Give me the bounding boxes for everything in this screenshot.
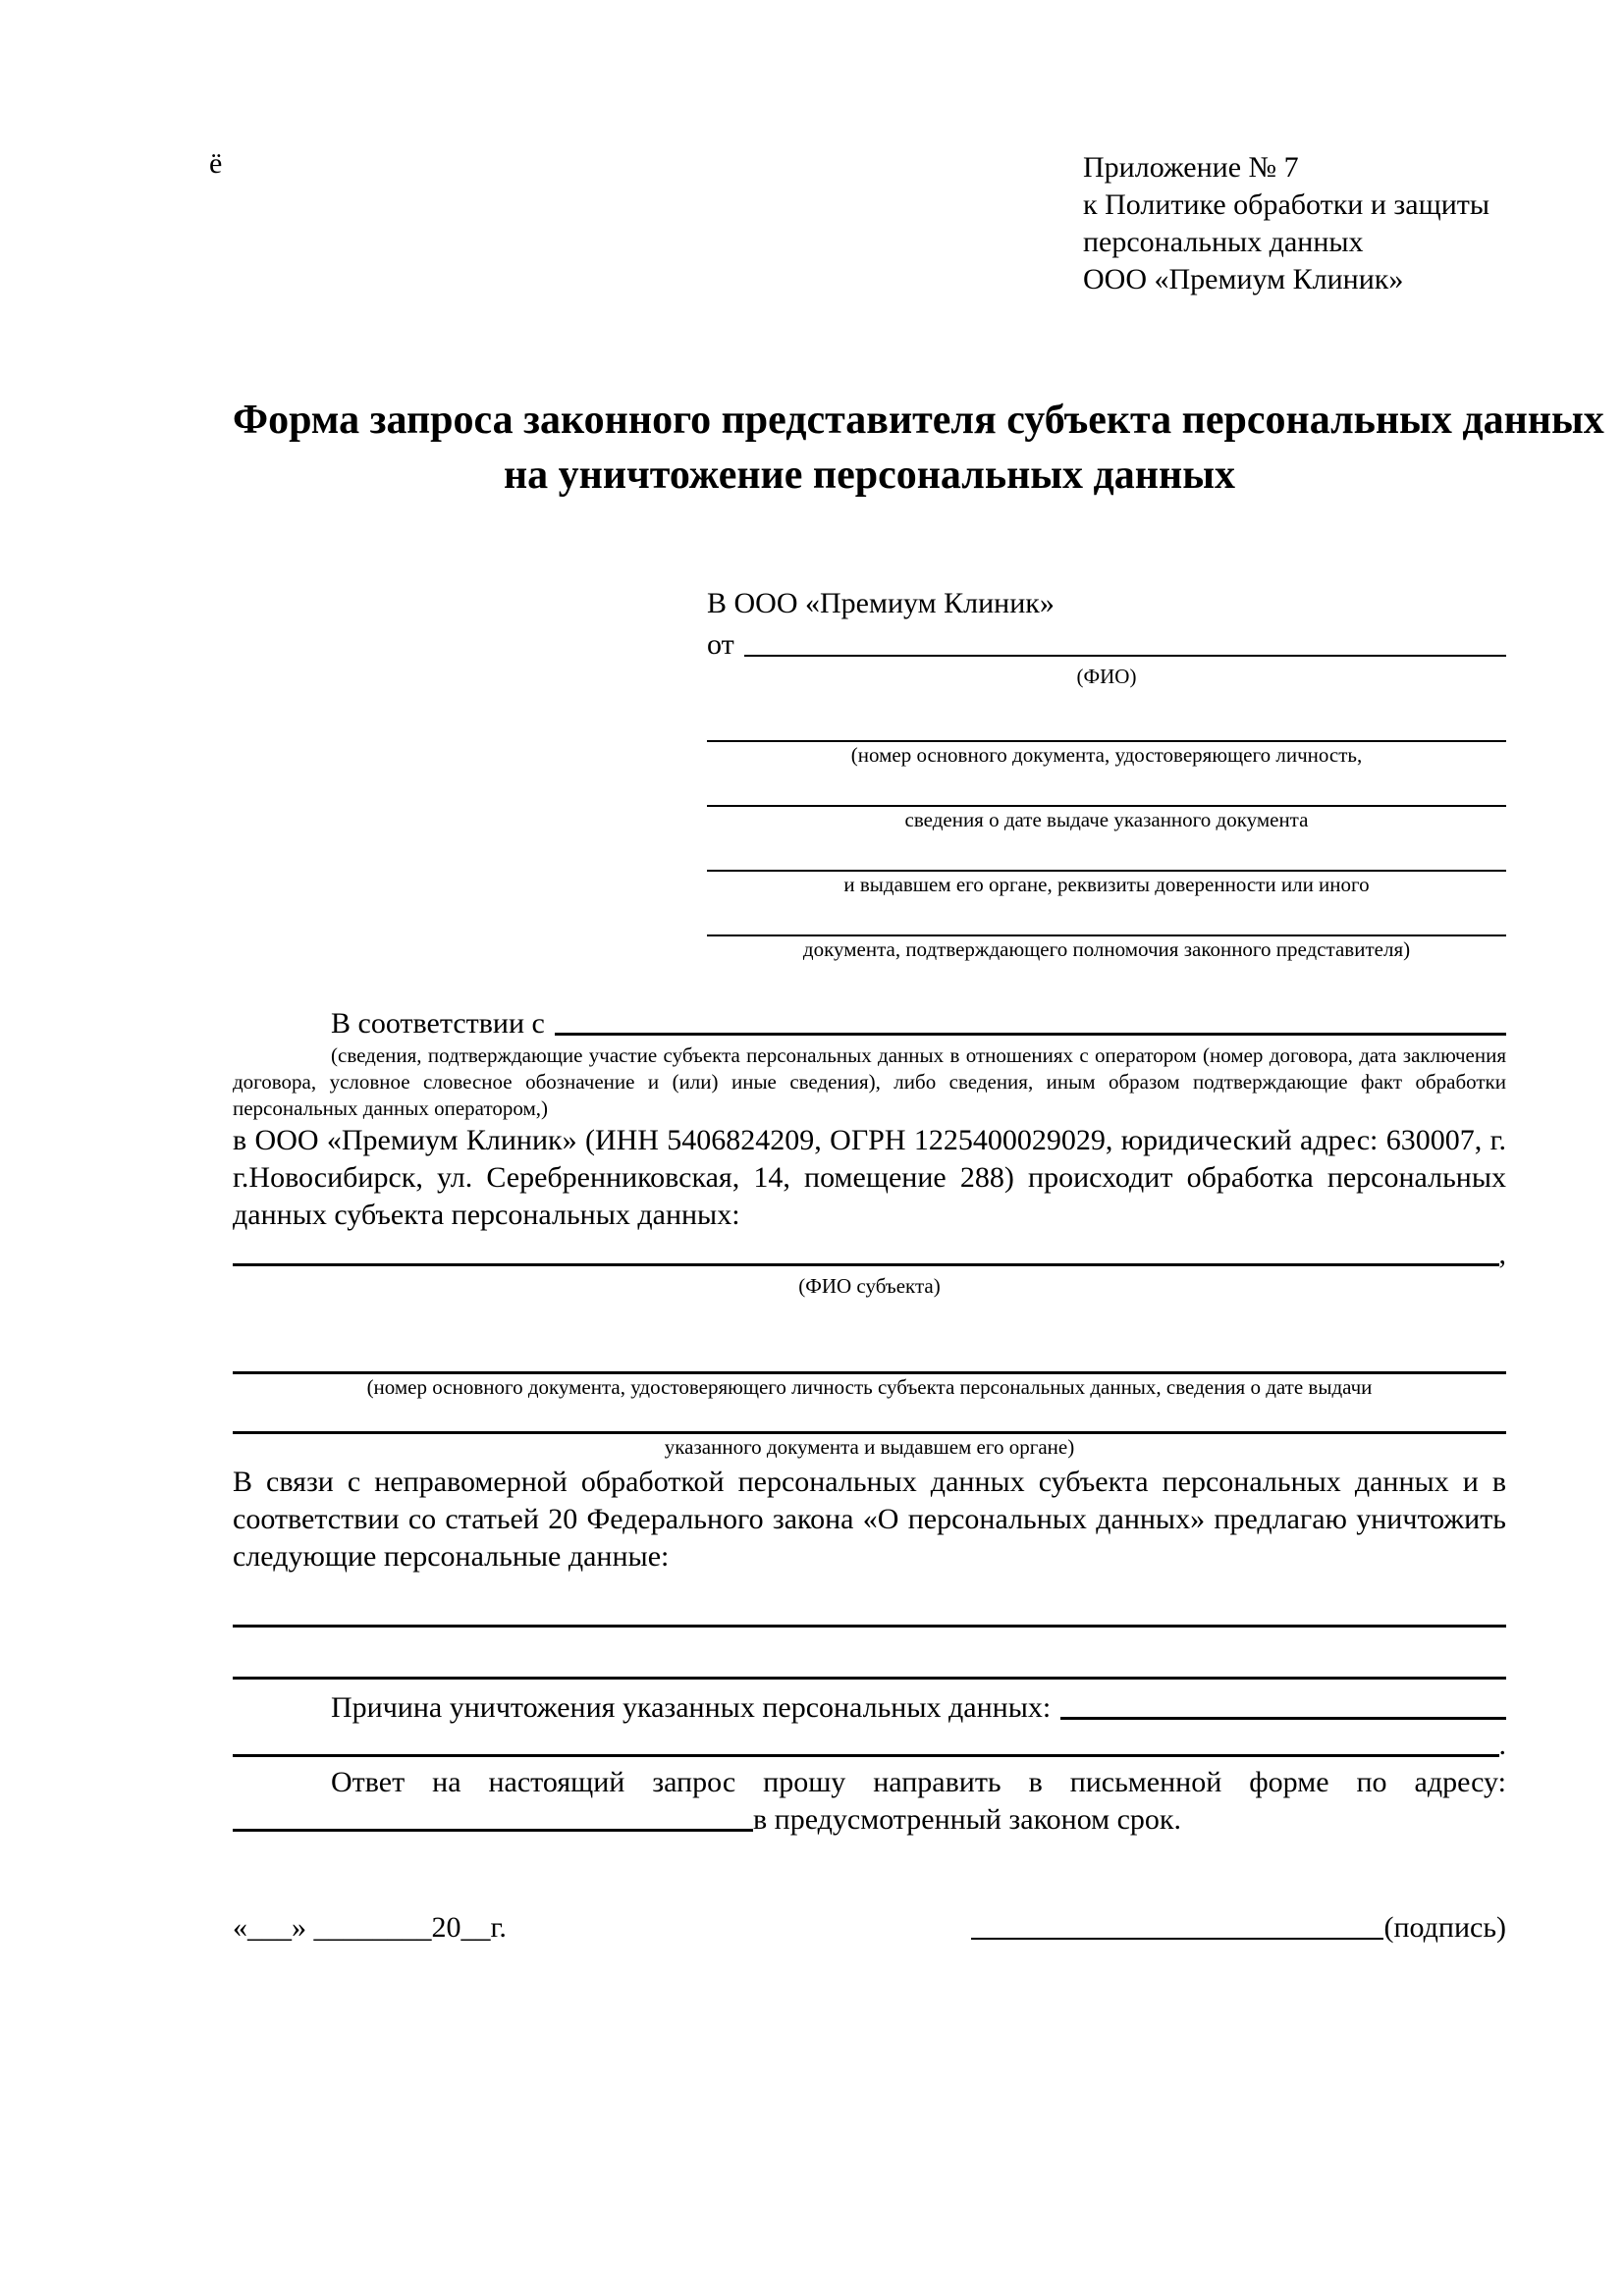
field-caption-fio: (ФИО) — [1076, 665, 1137, 688]
subject-document-field-2[interactable] — [233, 1400, 1506, 1434]
data-to-destroy-field-1[interactable] — [233, 1575, 1506, 1628]
representative-proxy-field[interactable] — [707, 897, 1506, 936]
answer-paragraph: Ответ на настоящий запрос прошу направить в письменной форме по адресу: — [331, 1766, 1506, 1798]
reason-continuation-row — [233, 1727, 1506, 1764]
representative-document-date-field[interactable] — [707, 768, 1506, 807]
representative-authority-field[interactable] — [707, 832, 1506, 872]
reason-end-punctuation: . — [1498, 1729, 1506, 1761]
reason-field-continuation[interactable] — [233, 1727, 1499, 1757]
appendix-header — [1083, 149, 1506, 298]
date-blank[interactable]: «___» ________20__г. — [233, 1911, 507, 1944]
field-caption-proxy-document: документа, подтверждающего полномочия законного представителя) — [802, 937, 1411, 961]
from-label: от — [707, 628, 734, 661]
signature-group — [971, 1909, 1506, 1947]
footer-row — [233, 1909, 1506, 1947]
field-caption-issuing-authority: и выдавшем его органе, реквизиты доверенности или иного — [843, 873, 1370, 896]
reason-lead: Причина уничтожения указанных персональных данных: — [331, 1691, 1052, 1724]
subject-fio-row — [233, 1236, 1506, 1273]
accordance-lead: В соответствии с — [331, 1007, 545, 1040]
subject-fio-field[interactable] — [233, 1236, 1499, 1266]
operator-paragraph: в ООО «Премиум Клиник» (ИНН 5406824209, ОГРН 1225400029029, юридический адрес: 630007, г. г.Новосибирск, ул. Серебренниковская, 14, помещение 288) происходит обработка персональных данных субъекта персональных данных: — [233, 1124, 1506, 1231]
page-title-line-2: на уничтожение персональных данных — [503, 453, 1235, 498]
appendix-line: ООО «Премиум Клиник» — [1083, 263, 1404, 295]
page-title — [233, 393, 1604, 503]
appendix-line: Приложение № 7 — [1083, 151, 1299, 184]
representative-name-field[interactable] — [744, 626, 1506, 657]
page-title-line-1: Форма запроса законного представителя субъекта персональных данных — [233, 398, 1604, 443]
addressee-organization: В ООО «Премиум Клиник» — [707, 587, 1055, 619]
accordance-note: (сведения, подтверждающие участие субъекта персональных данных в отношениях с оператором (номер договора, дата заключения договора, условное словесное обозначение и (или) иные сведения), либо сведения, иным образом подтверждающие факт обработки персональных данных оператором,) — [233, 1043, 1506, 1120]
answer-address-field[interactable] — [233, 1801, 753, 1832]
from-row — [707, 626, 1506, 664]
addressee-block — [707, 585, 1506, 962]
stray-character: ё — [209, 147, 223, 180]
signature-field[interactable] — [971, 1909, 1383, 1940]
answer-address-row — [233, 1801, 1506, 1839]
subject-document-caption-2: указанного документа и выдавшем его органе) — [664, 1435, 1075, 1459]
subject-fio-caption: (ФИО субъекта) — [798, 1274, 941, 1298]
reason-row — [233, 1689, 1506, 1727]
accordance-basis-field[interactable] — [555, 1005, 1506, 1036]
accordance-row — [233, 1005, 1506, 1042]
representative-document-field[interactable] — [707, 703, 1506, 742]
reason-field[interactable] — [1060, 1689, 1506, 1720]
subject-fio-suffix: , — [1498, 1238, 1506, 1270]
appendix-line: персональных данных — [1083, 226, 1364, 258]
subject-document-caption-1: (номер основного документа, удостоверяющего личность субъекта персональных данных, сведения о дате выдачи — [366, 1375, 1373, 1399]
signature-caption: (подпись) — [1383, 1911, 1506, 1944]
answer-tail: в предусмотренный законом срок. — [753, 1803, 1181, 1836]
appendix-line: к Политике обработки и защиты — [1083, 188, 1490, 221]
data-to-destroy-field-2[interactable] — [233, 1628, 1506, 1680]
unlawful-processing-paragraph: В связи с неправомерной обработкой персональных данных субъекта персональных данных и в соответствии со статьей 20 Федерального закона «О персональных данных» предлагаю уничтожить следующие персональные данные: — [233, 1466, 1506, 1573]
field-caption-issue-date: сведения о дате выдаче указанного документа — [904, 808, 1309, 831]
subject-document-field[interactable] — [233, 1322, 1506, 1374]
field-caption-document: (номер основного документа, удостоверяющего личность, — [850, 743, 1363, 767]
